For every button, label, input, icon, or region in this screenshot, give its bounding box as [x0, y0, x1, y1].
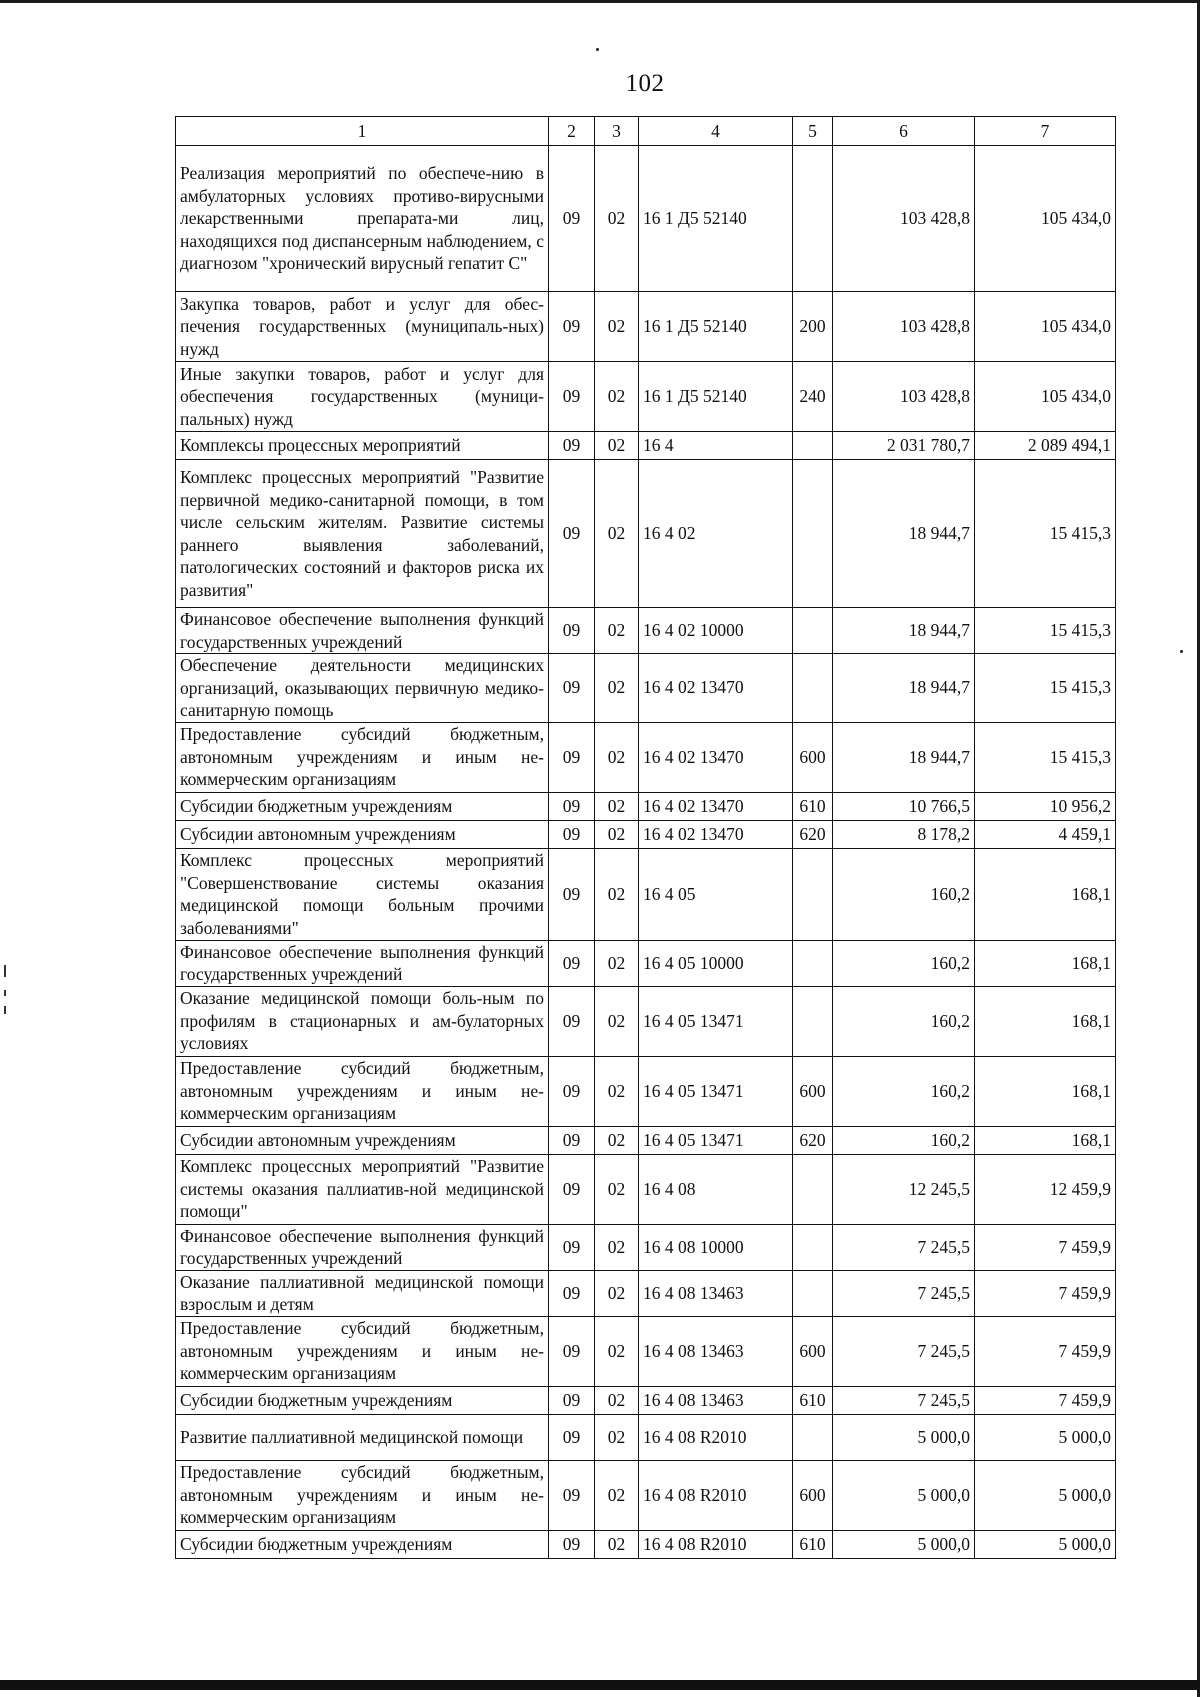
target-article-cell: 16 4 02 10000: [639, 608, 793, 654]
target-article-cell: 16 4 02 13470: [639, 722, 793, 792]
row-name-cell: Финансовое обеспечение выполнения функций государственных учреждений: [176, 1224, 549, 1270]
section-cell: 09: [549, 292, 595, 362]
row-name-cell: Комплекс процессных мероприятий "Развитие первичной медико-санитарной помощи, в том числе сельским жителям. Развитие системы раннего выявления заболеваний, патологических состояний и факторов риска их развития": [176, 460, 549, 608]
table-row: [176, 1224, 1116, 1270]
amount-year1-cell: 18 944,7: [833, 608, 975, 654]
table-row: [176, 940, 1116, 986]
subsection-cell: 02: [595, 1530, 639, 1558]
amount-year2-cell: 168,1: [975, 940, 1116, 986]
scan-edge-bottom: [0, 1680, 1200, 1690]
amount-year1-cell: 2 031 780,7: [833, 432, 975, 460]
amount-year2-cell: 5 000,0: [975, 1530, 1116, 1558]
expense-type-cell: [793, 654, 833, 723]
amount-year1-cell: 103 428,8: [833, 146, 975, 292]
row-name-cell: Субсидии бюджетным учреждениям: [176, 1530, 549, 1558]
subsection-cell: 02: [595, 1224, 639, 1270]
amount-year1-cell: 18 944,7: [833, 654, 975, 723]
subsection-cell: 02: [595, 940, 639, 986]
amount-year1-cell: 5 000,0: [833, 1530, 975, 1558]
section-cell: 09: [549, 848, 595, 940]
row-name-cell: Предоставление субсидий бюджетным, автономным учреждениям и иным не-коммерческим организациям: [176, 722, 549, 792]
amount-year2-cell: 10 956,2: [975, 792, 1116, 820]
amount-year1-cell: 18 944,7: [833, 722, 975, 792]
subsection-cell: 02: [595, 1386, 639, 1414]
table-row: [176, 1154, 1116, 1224]
row-name-cell: Субсидии бюджетным учреждениям: [176, 1386, 549, 1414]
subsection-cell: 02: [595, 986, 639, 1056]
table-row: [176, 362, 1116, 432]
section-cell: 09: [549, 1224, 595, 1270]
amount-year2-cell: 2 089 494,1: [975, 432, 1116, 460]
subsection-cell: 02: [595, 1414, 639, 1460]
header-cell: 1: [176, 117, 549, 146]
row-name-cell: Субсидии бюджетным учреждениям: [176, 792, 549, 820]
expense-type-cell: 600: [793, 1316, 833, 1386]
scan-speck: [1180, 650, 1183, 653]
table-row: [176, 848, 1116, 940]
table-row: [176, 292, 1116, 362]
expense-type-cell: [793, 460, 833, 608]
section-cell: 09: [549, 722, 595, 792]
budget-table: [175, 116, 1116, 1559]
row-name-cell: Закупка товаров, работ и услуг для обес-печения государственных (муниципаль-ных) нужд: [176, 292, 549, 362]
subsection-cell: 02: [595, 820, 639, 848]
subsection-cell: 02: [595, 362, 639, 432]
target-article-cell: 16 4: [639, 432, 793, 460]
amount-year1-cell: 8 178,2: [833, 820, 975, 848]
section-cell: 09: [549, 986, 595, 1056]
section-cell: 09: [549, 820, 595, 848]
section-cell: 09: [549, 654, 595, 723]
target-article-cell: 16 4 08 R2010: [639, 1530, 793, 1558]
target-article-cell: 16 4 08 R2010: [639, 1414, 793, 1460]
expense-type-cell: [793, 1154, 833, 1224]
amount-year2-cell: 168,1: [975, 1056, 1116, 1126]
expense-type-cell: 200: [793, 292, 833, 362]
expense-type-cell: 600: [793, 1460, 833, 1530]
header-cell: 7: [975, 117, 1116, 146]
row-name-cell: Реализация мероприятий по обеспече-нию в амбулаторных условиях противо-вирусными лекарственными препарата-ми лиц, находящихся под диспансерным наблюдением, с диагнозом "хронический вирусный гепатит С": [176, 146, 549, 292]
amount-year2-cell: 105 434,0: [975, 362, 1116, 432]
subsection-cell: 02: [595, 1316, 639, 1386]
target-article-cell: 16 4 02 13470: [639, 820, 793, 848]
amount-year1-cell: 12 245,5: [833, 1154, 975, 1224]
subsection-cell: 02: [595, 722, 639, 792]
target-article-cell: 16 1 Д5 52140: [639, 292, 793, 362]
section-cell: 09: [549, 362, 595, 432]
header-cell: 5: [793, 117, 833, 146]
scan-speck: [4, 965, 6, 977]
table-row: [176, 432, 1116, 460]
section-cell: 09: [549, 1126, 595, 1154]
row-name-cell: Субсидии автономным учреждениям: [176, 1126, 549, 1154]
row-name-cell: Финансовое обеспечение выполнения функций государственных учреждений: [176, 608, 549, 654]
target-article-cell: 16 4 02 13470: [639, 792, 793, 820]
expense-type-cell: [793, 432, 833, 460]
amount-year2-cell: 168,1: [975, 986, 1116, 1056]
expense-type-cell: 600: [793, 722, 833, 792]
header-cell: 6: [833, 117, 975, 146]
table-row: [176, 1126, 1116, 1154]
expense-type-cell: 620: [793, 1126, 833, 1154]
scan-speck: [596, 48, 599, 51]
target-article-cell: 16 4 08 13463: [639, 1316, 793, 1386]
section-cell: 09: [549, 146, 595, 292]
table-row: [176, 792, 1116, 820]
target-article-cell: 16 4 05 13471: [639, 986, 793, 1056]
amount-year2-cell: 7 459,9: [975, 1386, 1116, 1414]
amount-year1-cell: 7 245,5: [833, 1386, 975, 1414]
row-name-cell: Субсидии автономным учреждениям: [176, 820, 549, 848]
amount-year2-cell: 7 459,9: [975, 1270, 1116, 1316]
row-name-cell: Развитие паллиативной медицинской помощи: [176, 1414, 549, 1460]
amount-year1-cell: 160,2: [833, 1126, 975, 1154]
subsection-cell: 02: [595, 1460, 639, 1530]
expense-type-cell: [793, 848, 833, 940]
row-name-cell: Предоставление субсидий бюджетным, автономным учреждениям и иным не-коммерческим организациям: [176, 1460, 549, 1530]
subsection-cell: 02: [595, 654, 639, 723]
subsection-cell: 02: [595, 1154, 639, 1224]
expense-type-cell: [793, 1414, 833, 1460]
subsection-cell: 02: [595, 432, 639, 460]
amount-year1-cell: 160,2: [833, 848, 975, 940]
section-cell: 09: [549, 1270, 595, 1316]
amount-year1-cell: 160,2: [833, 1056, 975, 1126]
expense-type-cell: 600: [793, 1056, 833, 1126]
table-row: [176, 1530, 1116, 1558]
section-cell: 09: [549, 792, 595, 820]
amount-year1-cell: 7 245,5: [833, 1316, 975, 1386]
table-row: [176, 820, 1116, 848]
subsection-cell: 02: [595, 848, 639, 940]
target-article-cell: 16 4 05: [639, 848, 793, 940]
amount-year1-cell: 103 428,8: [833, 292, 975, 362]
amount-year2-cell: 7 459,9: [975, 1224, 1116, 1270]
amount-year1-cell: 160,2: [833, 986, 975, 1056]
expense-type-cell: [793, 986, 833, 1056]
table-header-row: [176, 117, 1116, 146]
header-cell: 4: [639, 117, 793, 146]
subsection-cell: 02: [595, 292, 639, 362]
expense-type-cell: [793, 1270, 833, 1316]
table-row: [176, 146, 1116, 292]
table-row: [176, 460, 1116, 608]
amount-year1-cell: 7 245,5: [833, 1224, 975, 1270]
table-row: [176, 1316, 1116, 1386]
row-name-cell: Финансовое обеспечение выполнения функций государственных учреждений: [176, 940, 549, 986]
amount-year1-cell: 7 245,5: [833, 1270, 975, 1316]
section-cell: 09: [549, 432, 595, 460]
expense-type-cell: 620: [793, 820, 833, 848]
amount-year1-cell: 18 944,7: [833, 460, 975, 608]
amount-year1-cell: 103 428,8: [833, 362, 975, 432]
expense-type-cell: 610: [793, 1530, 833, 1558]
target-article-cell: 16 1 Д5 52140: [639, 146, 793, 292]
section-cell: 09: [549, 1414, 595, 1460]
expense-type-cell: 610: [793, 1386, 833, 1414]
target-article-cell: 16 1 Д5 52140: [639, 362, 793, 432]
amount-year2-cell: 5 000,0: [975, 1460, 1116, 1530]
table-body: [176, 146, 1116, 1559]
row-name-cell: Предоставление субсидий бюджетным, автономным учреждениям и иным не-коммерческим организациям: [176, 1056, 549, 1126]
section-cell: 09: [549, 608, 595, 654]
amount-year2-cell: 105 434,0: [975, 146, 1116, 292]
row-name-cell: Иные закупки товаров, работ и услуг для обеспечения государственных (муници-пальных) нужд: [176, 362, 549, 432]
section-cell: 09: [549, 940, 595, 986]
subsection-cell: 02: [595, 460, 639, 608]
expense-type-cell: 610: [793, 792, 833, 820]
header-cell: 3: [595, 117, 639, 146]
page-number: 102: [625, 70, 665, 97]
table-row: [176, 986, 1116, 1056]
table-row: [176, 1056, 1116, 1126]
amount-year2-cell: 15 415,3: [975, 722, 1116, 792]
amount-year2-cell: 168,1: [975, 1126, 1116, 1154]
amount-year2-cell: 4 459,1: [975, 820, 1116, 848]
target-article-cell: 16 4 02: [639, 460, 793, 608]
row-name-cell: Обеспечение деятельности медицинских организаций, оказывающих первичную медико-санитарную помощь: [176, 654, 549, 723]
section-cell: 09: [549, 1154, 595, 1224]
amount-year2-cell: 15 415,3: [975, 460, 1116, 608]
target-article-cell: 16 4 08 R2010: [639, 1460, 793, 1530]
target-article-cell: 16 4 08 10000: [639, 1224, 793, 1270]
amount-year1-cell: 5 000,0: [833, 1414, 975, 1460]
section-cell: 09: [549, 1056, 595, 1126]
table-row: [176, 1386, 1116, 1414]
amount-year1-cell: 5 000,0: [833, 1460, 975, 1530]
scan-speck: [4, 1006, 6, 1014]
target-article-cell: 16 4 08 13463: [639, 1386, 793, 1414]
table-row: [176, 654, 1116, 723]
expense-type-cell: 240: [793, 362, 833, 432]
section-cell: 09: [549, 1316, 595, 1386]
table-row: [176, 1460, 1116, 1530]
row-name-cell: Комплексы процессных мероприятий: [176, 432, 549, 460]
section-cell: 09: [549, 1460, 595, 1530]
subsection-cell: 02: [595, 608, 639, 654]
row-name-cell: Оказание медицинской помощи боль-ным по профилям в стационарных и ам-булаторных условиях: [176, 986, 549, 1056]
row-name-cell: Оказание паллиативной медицинской помощи взрослым и детям: [176, 1270, 549, 1316]
amount-year2-cell: 7 459,9: [975, 1316, 1116, 1386]
target-article-cell: 16 4 05 13471: [639, 1056, 793, 1126]
amount-year2-cell: 168,1: [975, 848, 1116, 940]
amount-year2-cell: 15 415,3: [975, 654, 1116, 723]
target-article-cell: 16 4 02 13470: [639, 654, 793, 723]
scan-edge-top: [0, 0, 1200, 3]
scan-speck: [4, 990, 6, 996]
amount-year1-cell: 10 766,5: [833, 792, 975, 820]
row-name-cell: Комплекс процессных мероприятий "Совершенствование системы оказания медицинской помощи больным прочими заболеваниями": [176, 848, 549, 940]
row-name-cell: Предоставление субсидий бюджетным, автономным учреждениям и иным не-коммерческим организациям: [176, 1316, 549, 1386]
table-row: [176, 1414, 1116, 1460]
amount-year1-cell: 160,2: [833, 940, 975, 986]
target-article-cell: 16 4 05 10000: [639, 940, 793, 986]
table-row: [176, 722, 1116, 792]
row-name-cell: Комплекс процессных мероприятий "Развитие системы оказания паллиатив-ной медицинской помощи": [176, 1154, 549, 1224]
expense-type-cell: [793, 940, 833, 986]
subsection-cell: 02: [595, 1126, 639, 1154]
expense-type-cell: [793, 146, 833, 292]
target-article-cell: 16 4 05 13471: [639, 1126, 793, 1154]
expense-type-cell: [793, 1224, 833, 1270]
amount-year2-cell: 15 415,3: [975, 608, 1116, 654]
subsection-cell: 02: [595, 146, 639, 292]
amount-year2-cell: 5 000,0: [975, 1414, 1116, 1460]
target-article-cell: 16 4 08 13463: [639, 1270, 793, 1316]
table-row: [176, 608, 1116, 654]
expense-type-cell: [793, 608, 833, 654]
target-article-cell: 16 4 08: [639, 1154, 793, 1224]
subsection-cell: 02: [595, 1270, 639, 1316]
table-row: [176, 1270, 1116, 1316]
section-cell: 09: [549, 460, 595, 608]
amount-year2-cell: 12 459,9: [975, 1154, 1116, 1224]
section-cell: 09: [549, 1530, 595, 1558]
header-cell: 2: [549, 117, 595, 146]
amount-year2-cell: 105 434,0: [975, 292, 1116, 362]
subsection-cell: 02: [595, 1056, 639, 1126]
subsection-cell: 02: [595, 792, 639, 820]
section-cell: 09: [549, 1386, 595, 1414]
